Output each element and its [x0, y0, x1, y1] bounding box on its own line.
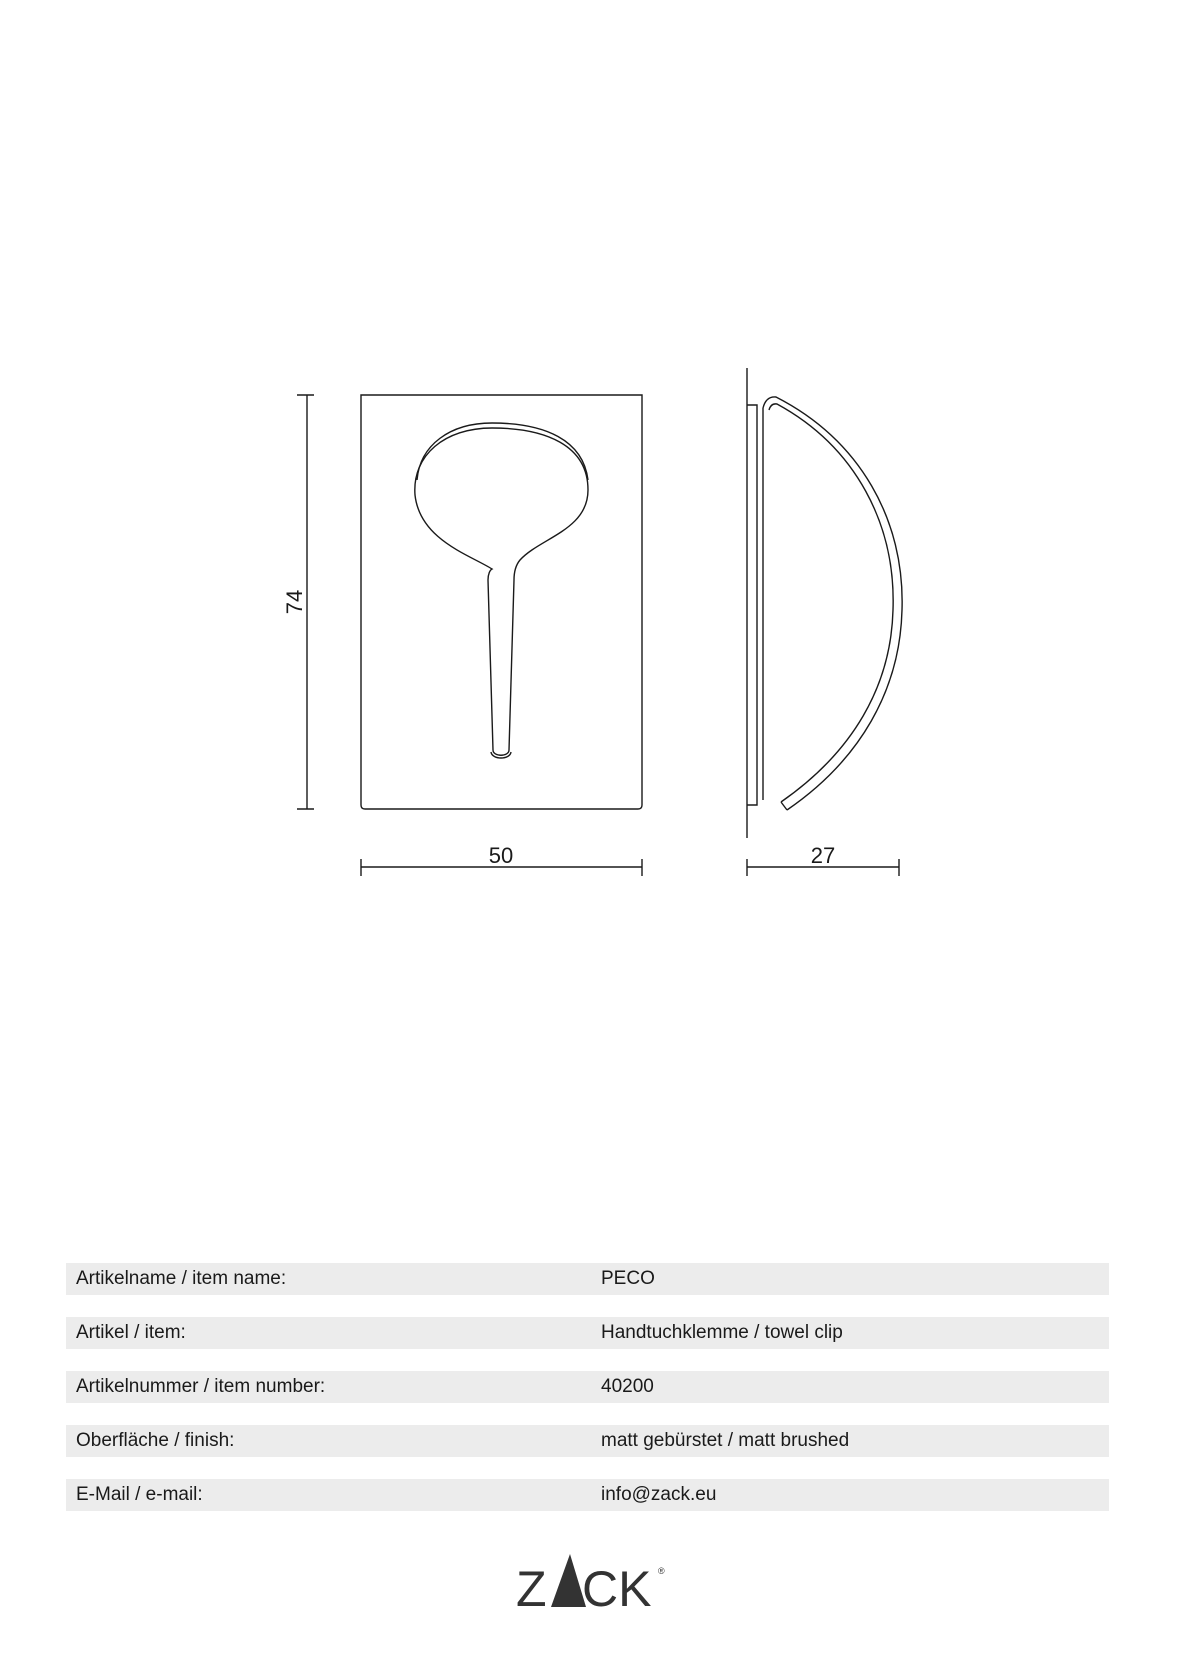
spec-row-item-name [66, 1263, 1109, 1295]
spec-label: Artikelnummer / item number: [76, 1376, 326, 1397]
spec-label: Oberfläche / finish: [76, 1430, 235, 1451]
logo-a-triangle [551, 1554, 586, 1607]
height-label: 74 [282, 589, 307, 615]
logo-z: Z [516, 1561, 547, 1616]
depth-label: 27 [810, 843, 836, 868]
side-arc-tip [781, 802, 787, 810]
side-arc-inner [769, 404, 893, 802]
spec-value: info@zack.eu [601, 1484, 717, 1505]
front-view [361, 395, 642, 809]
width-label: 50 [488, 843, 514, 868]
side-arc-outer [763, 397, 902, 810]
logo-registered: ® [658, 1566, 665, 1576]
logo-ck: CK [582, 1561, 652, 1616]
spec-row-finish [66, 1425, 1109, 1457]
spec-label: Artikel / item: [76, 1322, 186, 1343]
spec-label: E-Mail / e-mail: [76, 1484, 203, 1505]
side-view [747, 368, 902, 838]
spec-value: PECO [601, 1268, 655, 1289]
spec-row-item [66, 1317, 1109, 1349]
clip-head-rim [417, 423, 588, 480]
side-plate [747, 405, 757, 805]
spec-value: Handtuchklemme / towel clip [601, 1322, 843, 1343]
spec-row-item-number [66, 1371, 1109, 1403]
zack-logo [510, 1546, 670, 1616]
spec-value: 40200 [601, 1376, 654, 1397]
clip-shape [415, 428, 588, 755]
spec-row-email [66, 1479, 1109, 1511]
spec-label: Artikelname / item name: [76, 1268, 287, 1289]
front-plate-outline [361, 395, 642, 809]
spec-value: matt gebürstet / matt brushed [601, 1430, 850, 1451]
